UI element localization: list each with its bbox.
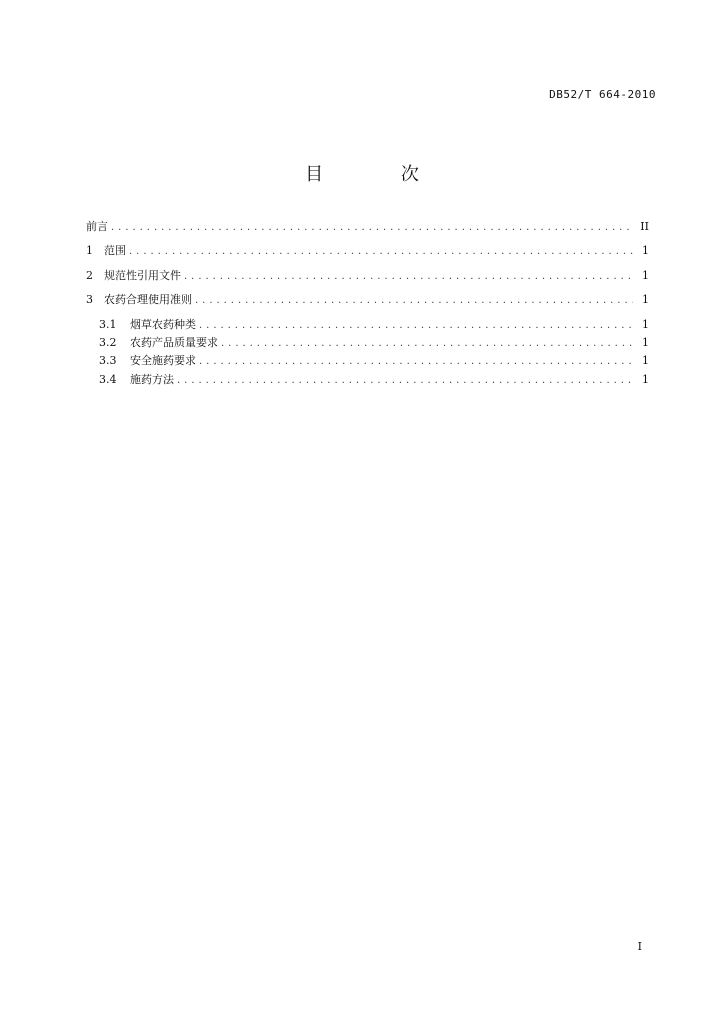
toc-entry-number: 3.4 bbox=[99, 372, 117, 386]
toc-entry-page: II bbox=[640, 220, 649, 233]
toc-entry-number: 3 bbox=[86, 293, 93, 307]
toc-entry-page: 1 bbox=[642, 354, 649, 368]
toc-leader-dots bbox=[111, 219, 633, 237]
toc-entry-page: 1 bbox=[642, 336, 649, 350]
toc-subentry-safety-requirements[interactable] bbox=[86, 352, 649, 370]
toc-entry-page: 1 bbox=[642, 268, 649, 282]
toc-subentry-product-quality[interactable] bbox=[86, 334, 649, 352]
toc-entry-normative-references[interactable] bbox=[86, 267, 649, 285]
toc-entry-number: 3.1 bbox=[99, 317, 117, 331]
toc-entry-label: 安全施药要求 bbox=[130, 354, 196, 368]
page-title: 目 次 bbox=[305, 164, 455, 185]
toc-entry-number: 3.2 bbox=[99, 336, 117, 350]
toc-entry-label: 农药合理使用准则 bbox=[104, 293, 192, 307]
toc-leader-dots bbox=[177, 372, 633, 390]
toc-leader-dots bbox=[199, 353, 633, 371]
toc-entry-page: 1 bbox=[642, 372, 649, 386]
toc-entry-label: 前言 bbox=[86, 220, 108, 233]
toc-entry-foreword[interactable] bbox=[86, 218, 649, 236]
toc-entry-page: 1 bbox=[642, 293, 649, 307]
toc-subentry-application-methods[interactable] bbox=[86, 371, 649, 389]
toc-leader-dots bbox=[184, 268, 633, 286]
toc-leader-dots bbox=[195, 292, 633, 310]
toc-leader-dots bbox=[199, 317, 633, 335]
toc-entry-page: 1 bbox=[642, 317, 649, 331]
toc-entry-scope[interactable] bbox=[86, 242, 649, 260]
toc-entry-label: 烟草农药种类 bbox=[130, 317, 196, 331]
toc-entry-label: 规范性引用文件 bbox=[104, 268, 181, 282]
toc-entry-number: 1 bbox=[86, 244, 93, 258]
toc-entry-number: 3.3 bbox=[99, 354, 117, 368]
toc-entry-pesticide-guidelines[interactable] bbox=[86, 291, 649, 309]
toc-leader-dots bbox=[221, 335, 633, 353]
toc-subentry-pesticide-types[interactable] bbox=[86, 316, 649, 334]
toc-entry-label: 施药方法 bbox=[130, 372, 174, 386]
toc-entry-page: 1 bbox=[642, 244, 649, 258]
toc-entry-number: 2 bbox=[86, 268, 93, 282]
toc-entry-label: 农药产品质量要求 bbox=[130, 336, 218, 350]
table-of-contents bbox=[86, 218, 649, 389]
standard-code: DB52/T 664-2010 bbox=[549, 88, 656, 101]
toc-entry-label: 范围 bbox=[104, 244, 126, 258]
toc-leader-dots bbox=[129, 243, 633, 261]
page-number: I bbox=[637, 940, 642, 953]
